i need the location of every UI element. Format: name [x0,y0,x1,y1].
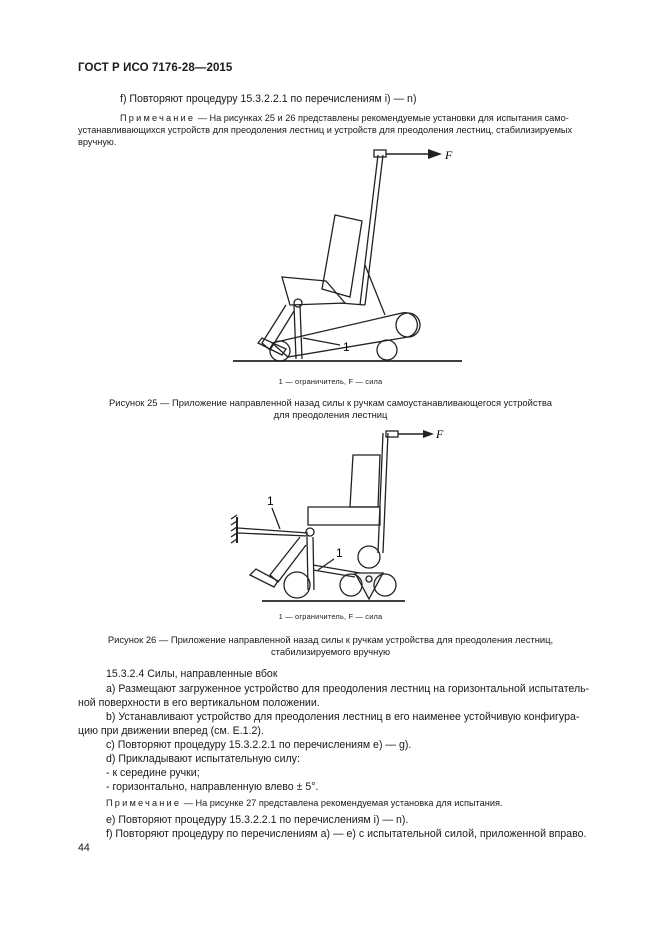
fig26-callout-1b: 1 [336,546,343,560]
item-c: c) Повторяют процедуру 15.3.2.2.1 по перечислениям e) — g). [106,739,412,751]
mast [360,155,378,305]
fig26-callout-1a: 1 [267,494,274,508]
figure-26-caption-2: стабилизируемого вручную [270,646,391,657]
restrainer-post [294,305,296,359]
item-a-line-2: ной поверхности в его вертикальном положении. [78,697,320,709]
note-line-2: устанавливающихся устройств для преодоления лестниц и устройств для преодоления лестниц, стабилизируемых [78,125,573,135]
seat [282,277,345,305]
document-header: ГОСТ Р ИСО 7176-28—2015 [78,62,233,74]
fig25-callout-1: 1 [343,340,350,354]
item-d-bullet-2: - горизонтально, направленную влево ± 5°. [106,781,319,793]
item-d: d) Прикладывают испытательную силу: [106,753,300,765]
seat-back [322,215,362,297]
figure-26-drawing [0,425,661,607]
seat [308,507,380,525]
figure-26-caption-1: Рисунок 26 — Приложение направленной назад силы к ручкам устройства для преодоления лестниц, [107,634,554,645]
seat-back [350,455,380,507]
note-label: Примечание [120,113,196,123]
item-f: f) Повторяют процедуру по перечислениям a) — e) с испытательной силой, приложенной вправо. [106,828,587,840]
item-b-line-2: цию при движении вперед (см. Е.1.2). [78,725,264,737]
section-note [106,797,503,809]
item-b-line-1: b) Устанавливают устройство для преодоления лестниц в его наименее устойчивую конфигура- [106,711,580,723]
note-text-1: — На рисунках 25 и 26 представлены рекомендуемые установки для испытания само- [197,113,569,123]
force-arrowhead [423,430,434,438]
fig25-force-label: F [445,148,453,162]
track-wheel-rear [396,313,420,337]
item-d-bullet-1: - к середине ручки; [106,767,200,779]
section-note-label: Примечание [106,798,182,808]
page-number: 44 [78,842,90,854]
figure-25-drawing [0,145,661,375]
tri-wheel-right [374,574,396,596]
handle-grip [374,150,386,157]
step-f-text: f) Повторяют процедуру 15.3.2.2.1 по перечислениям i) — n) [120,93,417,105]
note-line-3: вручную. [78,137,117,147]
item-a-line-1: a) Размещают загруженное устройство для преодоления лестниц на горизонтальной испытатель- [106,683,590,695]
figure-26-legend: 1 — ограничитель, F — сила [278,612,383,621]
restrainer-strap [238,528,308,533]
figure-25-legend: 1 — ограничитель, F — сила [278,377,383,386]
figure-25-caption-2: для преодоления лестниц [273,409,388,420]
tri-wheel-top [358,546,380,568]
tri-wheel-left [340,574,362,596]
section-note-text: — На рисунке 27 представлена рекомендуемая установка для испытания. [183,798,503,808]
fig26-force-label: F [436,427,444,441]
figure-25-caption-1: Рисунок 25 — Приложение направленной назад силы к ручкам самоустанавливающегося устройства [109,397,552,408]
front-wheel [377,340,397,360]
item-e: e) Повторяют процедуру 15.3.2.2.1 по перечислениям i) — n). [106,814,409,826]
rear-wheel [284,572,310,598]
note-line-1 [120,112,569,124]
force-arrowhead [428,149,442,159]
legrest [262,305,294,350]
section-heading: 15.3.2.4 Силы, направленные вбок [106,668,278,680]
